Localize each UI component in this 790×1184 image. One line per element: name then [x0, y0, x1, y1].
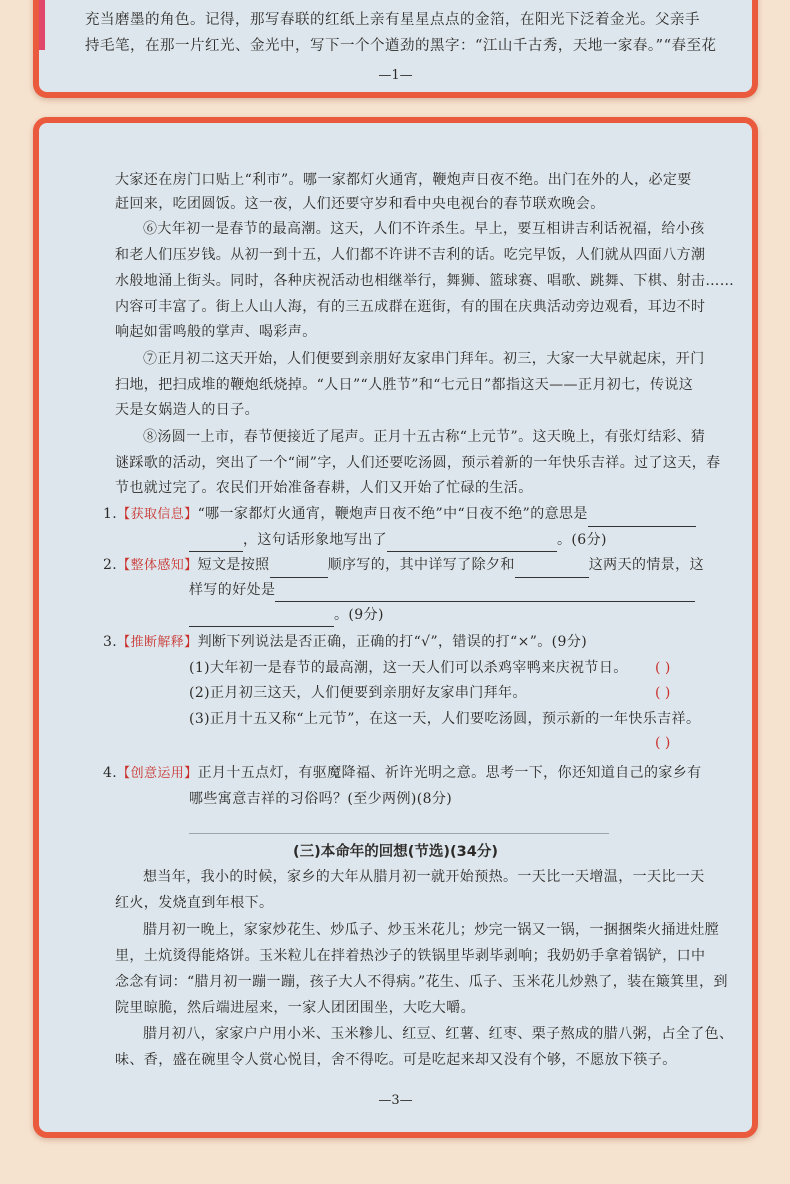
- answer-paren-2[interactable]: ( ): [655, 685, 671, 701]
- section-line: 想当年，我小的时候，家乡的大年从腊月初一就开始预热。一天比一天增温，一天比一天: [143, 869, 705, 885]
- judgement-item-2: (2)正月初三这天，人们便要到亲朋好友家串门拜年。: [189, 685, 527, 701]
- question-text: 样写的好处是: [189, 582, 276, 598]
- question-1-continued: [189, 528, 607, 552]
- question-text: 这两天的情景，这: [588, 557, 704, 573]
- answer-blank[interactable]: [275, 586, 695, 602]
- question-text: 顺序写的，其中详写了除夕和: [327, 557, 515, 573]
- top-text-line-2: 持毛笔，在那一片红光、金光中，写下一个个遒劲的黑字：“江山千古秀，天地一家春。”“春至花: [85, 38, 717, 54]
- question-4: [103, 761, 702, 786]
- answer-paren-1[interactable]: ( ): [655, 660, 671, 676]
- question-text: “哪一家都灯火通宵，鞭炮声日夜不绝”中“日夜不绝”的意思是: [197, 506, 588, 522]
- question-number: 1.: [103, 506, 118, 522]
- question-number: 3.: [103, 634, 118, 650]
- passage-line: 节也就过完了。农民们开始准备春耕，人们又开始了忙碌的生活。: [115, 480, 533, 496]
- page-number-1: —1—: [378, 68, 413, 83]
- answer-blank[interactable]: [515, 562, 589, 578]
- section-divider: [189, 833, 609, 834]
- passage-line: ⑦正月初二这天开始，人们便要到亲朋好友家串门拜年。初三，大家一大早就起床，开门: [143, 351, 705, 367]
- question-score: 。(6分): [557, 532, 607, 548]
- passage-line: 天是女娲造人的日子。: [115, 402, 259, 418]
- passage-line: 内容可丰富了。街上人山人海，有的三五成群在逛街，有的围在庆典活动旁边观看，耳边不时: [115, 299, 706, 315]
- top-text-line-1: 充当磨墨的角色。记得，那写春联的红纸上亲有星星点点的金箔，在阳光下泛着金光。父亲手: [85, 12, 700, 28]
- question-4-continued: 哪些寓意吉祥的习俗吗？(至少两例)(8分): [189, 791, 453, 807]
- question-2-continued: [189, 603, 384, 627]
- section-line: 里，土炕烫得能烙饼。玉米粒儿在拌着热沙子的铁锅里毕剥毕剥响；我奶奶手拿着锅铲，口中: [115, 948, 706, 964]
- section-line: 红火，发烧直到年根下。: [115, 895, 274, 911]
- judgement-item-3: (3)正月十五又称“上元节”，在这一天，人们要吃汤圆，预示新的一年快乐吉祥。: [189, 711, 701, 727]
- answer-blank[interactable]: [270, 562, 328, 578]
- question-tag: 【获取信息】: [117, 507, 198, 522]
- section-line: 腊月初一晚上，家家炒花生、炒瓜子、炒玉米花儿；炒完一锅又一锅，一捆捆柴火捅进灶膛: [143, 922, 719, 938]
- passage-line: 和老人们压岁钱。从初一到十五，人们都不许讲不吉利的话。吃完早饭，人们就从四面八方潮: [115, 247, 706, 263]
- exercise-page-card: [33, 117, 758, 1138]
- question-tag: 【推断解释】: [117, 635, 198, 650]
- question-text: 短文是按照: [197, 557, 270, 573]
- answer-blank[interactable]: [189, 611, 334, 627]
- passage-line: 扫地，把扫成堆的鞭炮纸烧掉。“人日”“人胜节”和“七元日”都指这天——正月初七，传说这: [115, 377, 694, 393]
- passage-line: ⑧汤圆一上市，春节便接近了尾声。正月十五古称“上元节”。这天晚上，有张灯结彩、猜: [143, 429, 706, 445]
- page-edge-mark: [39, 0, 45, 50]
- question-text: 正月十五点灯，有驱魔降福、祈许光明之意。思考一下，你还知道自己的家乡有: [197, 765, 702, 781]
- answer-blank[interactable]: [189, 536, 243, 552]
- question-2: [103, 553, 704, 578]
- passage-line: 赶回来，吃团圆饭。这一夜，人们还要守岁和看中央电视台的春节联欢晚会。: [115, 196, 605, 212]
- question-tag: 【创意运用】: [117, 766, 198, 781]
- previous-page-card: [33, 0, 758, 98]
- answer-blank[interactable]: [588, 511, 696, 527]
- judgement-item-1: (1)大年初一是春节的最高潮，这一天人们可以杀鸡宰鸭来庆祝节日。: [189, 660, 628, 676]
- question-number: 4.: [103, 765, 118, 781]
- question-1: [103, 502, 696, 527]
- answer-paren-3[interactable]: ( ): [655, 735, 671, 751]
- question-text: 判断下列说法是否正确，正确的打“√”，错误的打“×”。(9分): [197, 634, 588, 650]
- section-line: 味、香，盛在碗里令人赏心悦目，舍不得吃。可是吃起来却又没有个够，不愿放下筷子。: [115, 1052, 677, 1068]
- passage-line: 水般地涌上街头。同时，各种庆祝活动也相继举行，舞狮、篮球赛、唱歌、跳舞、下棋、射击……: [115, 273, 735, 289]
- section-line: 院里晾脆，然后端进屋来，一家人团团围坐，大吃大嚼。: [115, 1000, 475, 1016]
- question-number: 2.: [103, 557, 118, 573]
- section-line: 念念有词：“腊月初一蹦一蹦，孩子大人不得病。”花生、瓜子、玉米花儿炒熟了，装在簸箕里，到: [115, 974, 728, 990]
- answer-blank[interactable]: [387, 536, 557, 552]
- question-score: 。(9分): [334, 607, 384, 623]
- question-tag: 【整体感知】: [117, 558, 198, 573]
- passage-line: 谜踩歌的活动，突出了一个“闹”字，人们还要吃汤圆，预示着新的一年快乐吉祥。过了这天，春: [115, 455, 721, 471]
- section-title: (三)本命年的回想(节选)(34分): [293, 844, 498, 860]
- question-3: [103, 630, 587, 655]
- question-text: ，这句话形象地写出了: [243, 532, 387, 548]
- passage-line: 大家还在房门口贴上“利市”。哪一家都灯火通宵，鞭炮声日夜不绝。出门在外的人，必定要: [115, 172, 692, 188]
- page-number-3: —3—: [378, 1093, 413, 1108]
- question-2-continued: [189, 578, 695, 602]
- section-line: 腊月初八，家家户户用小米、玉米糁儿、红豆、红薯、红枣、栗子熬成的腊八粥，占全了色、: [143, 1026, 734, 1042]
- passage-line: 响起如雷鸣般的掌声、喝彩声。: [115, 324, 317, 340]
- passage-line: ⑥大年初一是春节的最高潮。这天，人们不许杀生。早上，要互相讲吉利话祝福，给小孩: [143, 221, 705, 237]
